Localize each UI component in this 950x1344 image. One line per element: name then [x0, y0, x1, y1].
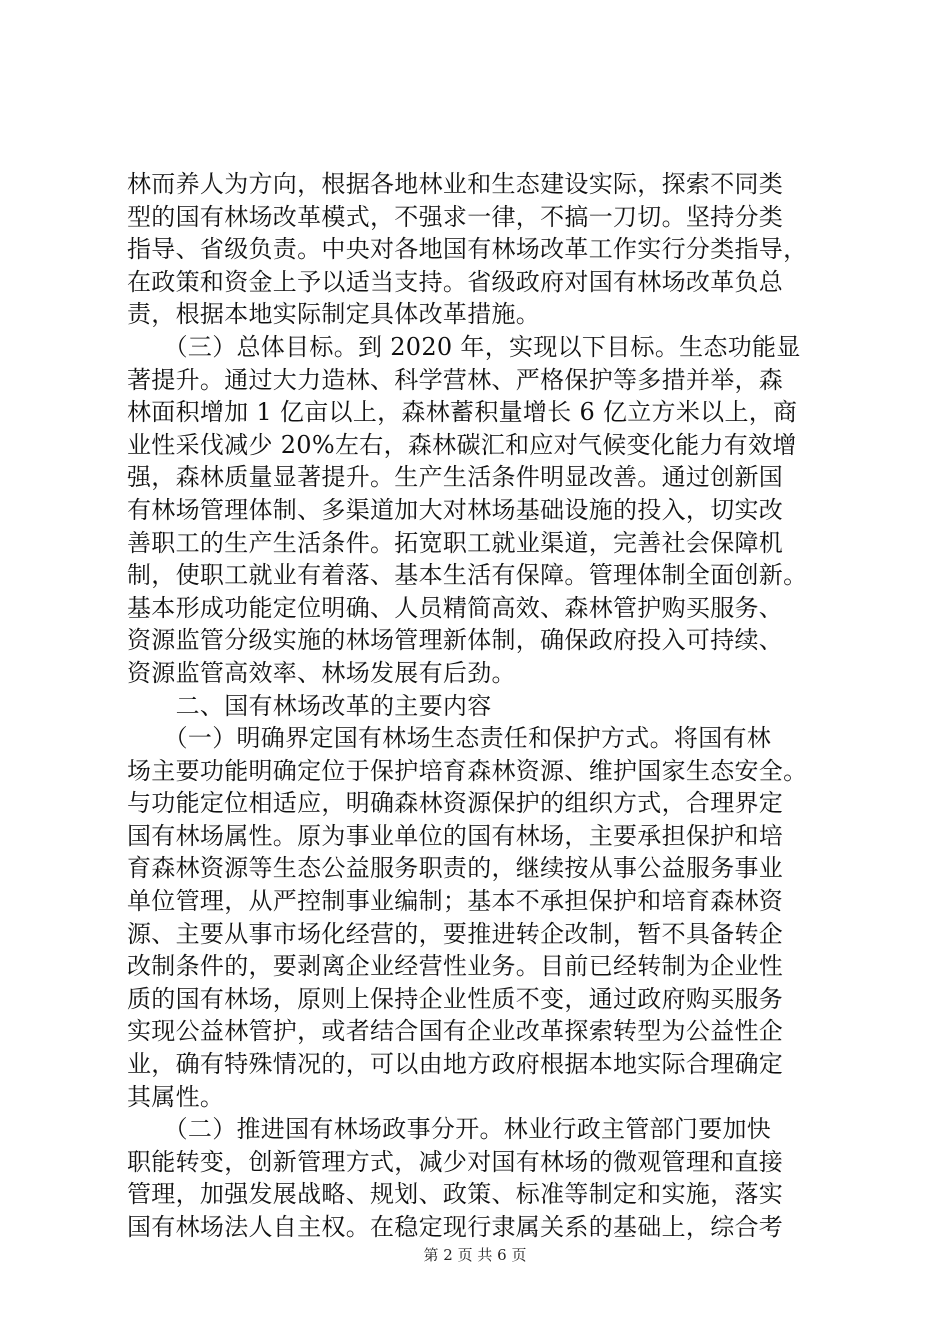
- text-line: 职能转变，创新管理方式，减少对国有林场的微观管理和直接: [127, 1147, 784, 1176]
- text-line: 善职工的生产生活条件。拓宽职工就业渠道，完善社会保障机: [127, 528, 784, 557]
- text-line: 著提升。通过大力造林、科学营林、严格保护等多措并举，森: [127, 365, 784, 394]
- text-line: 资源监管高效率、林场发展有后劲。: [127, 658, 516, 687]
- document-body: [127, 168, 827, 1244]
- text-line: 基本形成功能定位明确、人员精简高效、森林管护购买服务、: [127, 593, 784, 622]
- page-footer: 第 2 页 共 6 页: [423, 1246, 527, 1264]
- text-line: 强，森林质量显著提升。生产生活条件明显改善。通过创新国: [127, 463, 784, 492]
- text-line: 国有林场属性。原为事业单位的国有林场，主要承担保护和培: [127, 821, 784, 850]
- text-line: 源、主要从事市场化经营的，要推进转企改制，暂不具备转企: [127, 919, 784, 948]
- text-line: 在政策和资金上予以适当支持。省级政府对国有林场改革负总: [127, 267, 784, 296]
- text-line: 责，根据本地实际制定具体改革措施。: [127, 300, 541, 329]
- text-line: 育森林资源等生态公益服务职责的，继续按从事公益服务事业: [127, 854, 784, 883]
- text-line: 林而养人为方向，根据各地林业和生态建设实际，探索不同类: [127, 170, 784, 198]
- text-line: 制，使职工就业有着落、基本生活有保障。管理体制全面创新。: [127, 561, 808, 590]
- text-line: 改制条件的，要剥离企业经营性业务。目前已经转制为企业性: [127, 952, 784, 981]
- text-line: （二）推进国有林场政事分开。林业行政主管部门要加快: [127, 1115, 772, 1144]
- text-line: 其属性。: [127, 1082, 225, 1111]
- text-line: （三）总体目标。到 2020 年，实现以下目标。生态功能显: [127, 332, 801, 361]
- text-line: 管理，加强发展战略、规划、政策、标准等制定和实施，落实: [127, 1180, 784, 1209]
- text-line: 资源监管分级实施的林场管理新体制，确保政府投入可持续、: [127, 626, 784, 655]
- text-line: 有林场管理体制、多渠道加大对林场基础设施的投入，切实改: [127, 495, 784, 524]
- text-line: （一）明确界定国有林场生态责任和保护方式。将国有林: [127, 724, 772, 753]
- text-line: 场主要功能明确定位于保护培育森林资源、维护国家生态安全。: [127, 756, 808, 785]
- text-line: 单位管理，从严控制事业编制；基本不承担保护和培育森林资: [127, 887, 784, 916]
- text-line: 实现公益林管护，或者结合国有企业改革探索转型为公益性企: [127, 1017, 784, 1046]
- text-line: 质的国有林场，原则上保持企业性质不变，通过政府购买服务: [127, 984, 784, 1013]
- text-line: 二、国有林场改革的主要内容: [127, 691, 492, 720]
- text-line: 林面积增加 1 亿亩以上，森林蓄积量增长 6 亿立方米以上，商: [127, 398, 798, 427]
- text-line: 与功能定位相适应，明确森林资源保护的组织方式，合理界定: [127, 789, 784, 818]
- text-line: 国有林场法人自主权。在稳定现行隶属关系的基础上，综合考: [127, 1213, 784, 1241]
- text-line: 业，确有特殊情况的，可以由地方政府根据本地实际合理确定: [127, 1050, 784, 1079]
- text-line: 型的国有林场改革模式，不强求一律，不搞一刀切。坚持分类: [127, 202, 784, 231]
- text-line: 指导、省级负责。中央对各地国有林场改革工作实行分类指导，: [127, 235, 808, 264]
- text-line: 业性采伐减少 20%左右，森林碳汇和应对气候变化能力有效增: [127, 430, 797, 459]
